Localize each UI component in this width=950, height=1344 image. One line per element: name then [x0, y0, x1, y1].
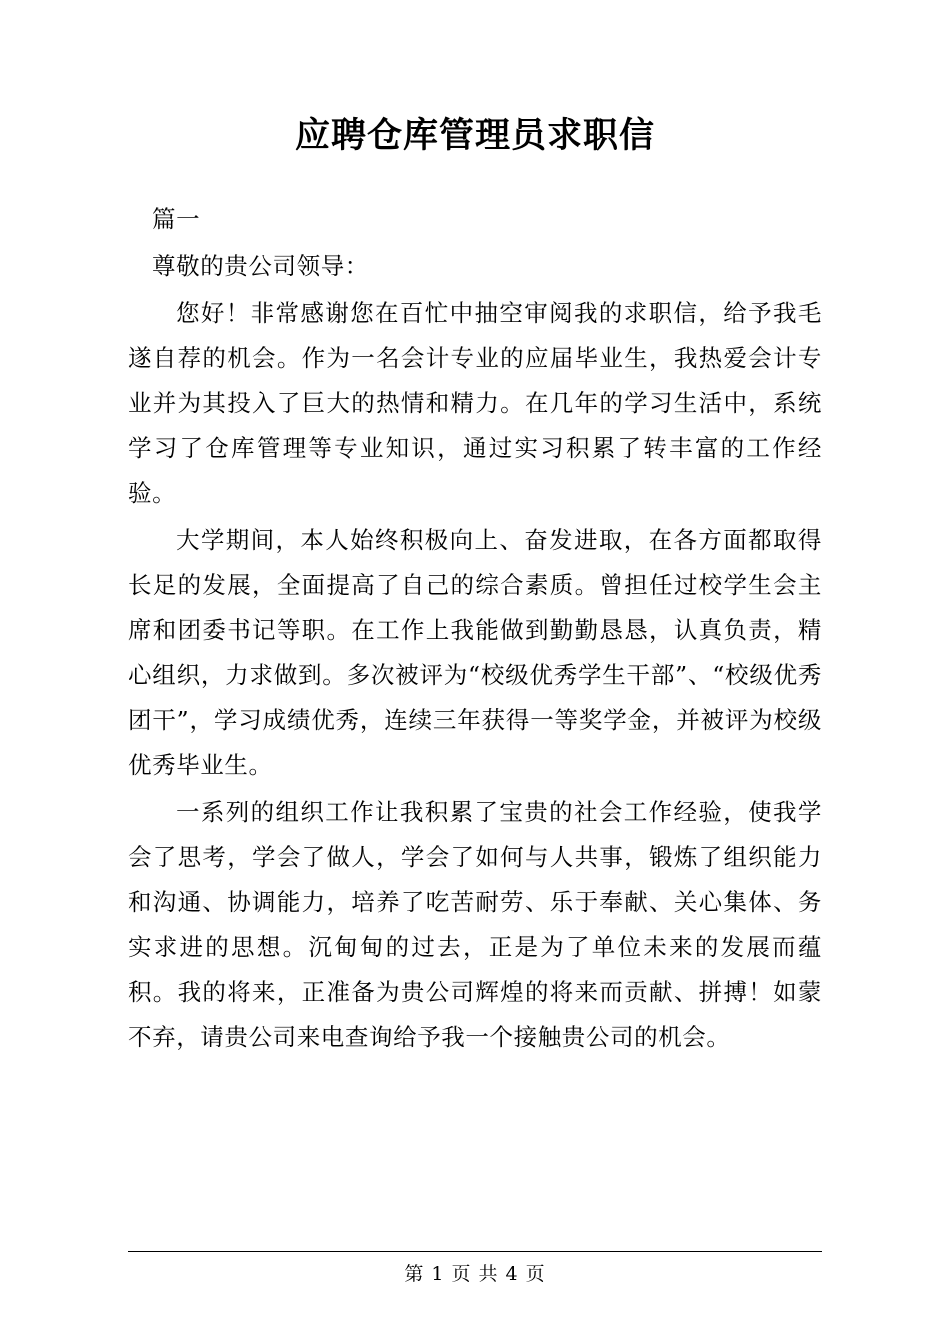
paragraph-3: 一系列的组织工作让我积累了宝贵的社会工作经验，使我学会了思考，学会了做人，学会了如何与人共事，锻炼了组织能力和沟通、协调能力，培养了吃苦耐劳、乐于奉献、关心集体、务实求进的思想。沉甸甸的过去，正是为了单位未来的发展而蕴积。我的将来，正准备为贵公司辉煌的将来而贡献、拼搏！如蒙不弃，请贵公司来电查询给予我一个接触贵公司的机会。	[128, 798, 822, 1051]
footer-divider	[128, 1251, 822, 1252]
section-label: 篇一	[152, 205, 201, 233]
document-body	[0, 197, 950, 1062]
salutation: 尊敬的贵公司领导：	[152, 252, 369, 280]
page-footer: 第 1 页 共 4 页	[404, 1263, 546, 1285]
paragraph-1: 您好！非常感谢您在百忙中抽空审阅我的求职信，给予我毛遂自荐的机会。作为一名会计专业的应届毕业生，我热爱会计专业并为其投入了巨大的热情和精力。在几年的学习生活中，系统学习了仓库管理等专业知识，通过实习积累了转丰富的工作经验。	[128, 299, 822, 507]
page-title: 应聘仓库管理员求职信	[294, 116, 655, 156]
paragraph-2: 大学期间，本人始终积极向上、奋发进取，在各方面都取得长足的发展，全面提高了自己的综合素质。曾担任过校学生会主席和团委书记等职。在工作上我能做到勤勤恳恳，认真负责，精心组织，力求做到。多次被评为“校级优秀学生干部”、“校级优秀团干”，学习成绩优秀，连续三年获得一等奖学金，并被评为校级优秀毕业生。	[128, 526, 822, 779]
